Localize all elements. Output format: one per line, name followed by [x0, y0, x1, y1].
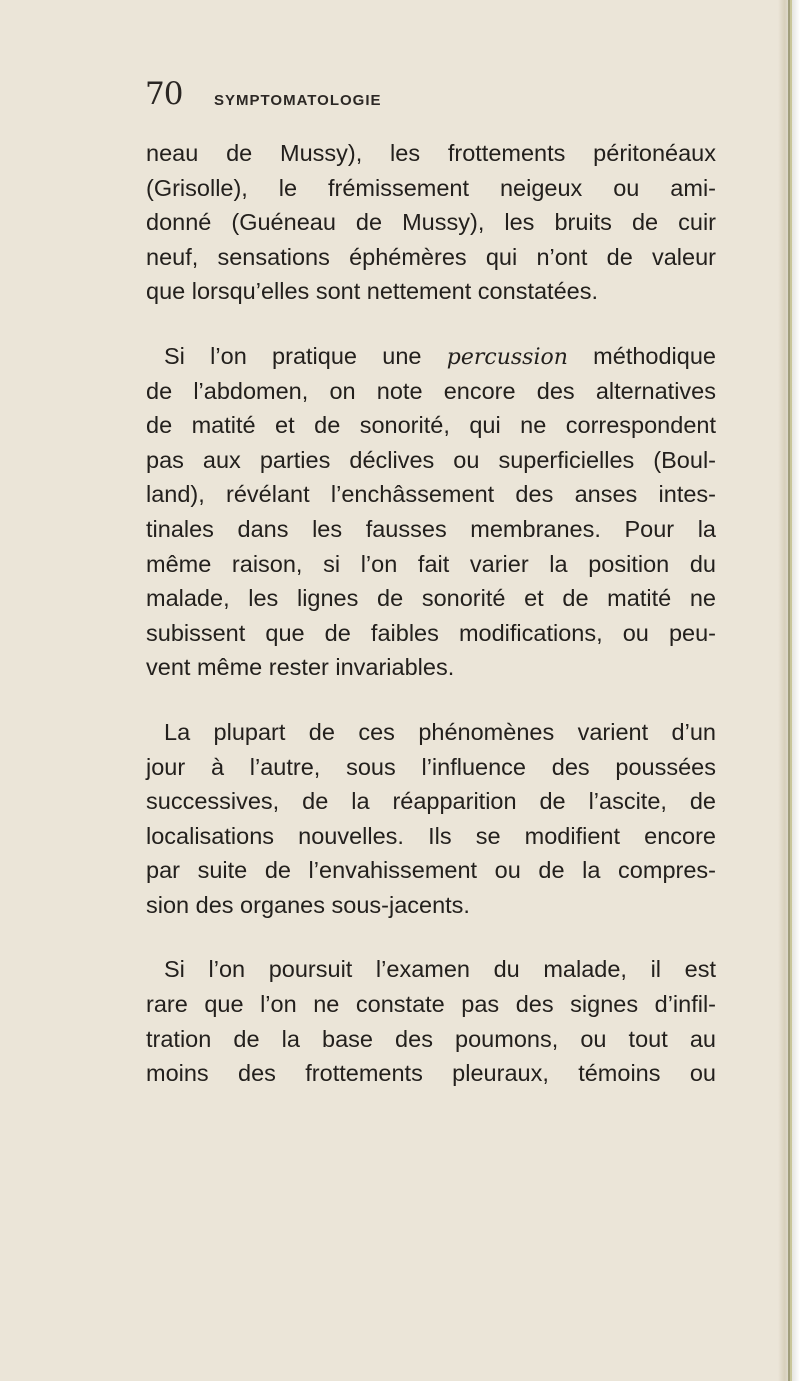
text-line: donné (Guéneau de Mussy), les bruits de cuir [146, 209, 716, 236]
text-line: même raison, si l’on fait varier la position du [146, 550, 716, 577]
text-line: vent même rester invariables. [146, 654, 455, 681]
emphasized-term: percussion [446, 344, 568, 370]
text-line: (Grisolle), le frémissement neigeux ou ami- [146, 174, 716, 201]
paragraph-3 [146, 715, 716, 923]
text-line: subissent que de faibles modifications, ou peu- [146, 619, 716, 646]
text-line: rare que l’on ne constate pas des signes d’infil- [146, 991, 716, 1018]
text-line: jour à l’autre, sous l’influence des poussées [146, 753, 716, 780]
paragraph-2 [146, 339, 716, 685]
text-fragment: méthodique [567, 342, 716, 369]
running-head: SYMPTOMATOLOGIE [214, 92, 382, 109]
text-line: land), révélant l’enchâssement des anses intes- [146, 481, 716, 508]
text-line: localisations nouvelles. Ils se modifient encore [146, 822, 716, 849]
page-edge-line-dark [788, 0, 790, 1381]
text-line [146, 339, 716, 374]
paragraph-1 [146, 136, 716, 309]
text-line: de l’abdomen, on note encore des alternatives [146, 377, 716, 404]
paragraph-4 [146, 952, 716, 1090]
text-line: pas aux parties déclives ou superficielles (Boul- [146, 446, 716, 473]
text-line: tinales dans les fausses membranes. Pour la [146, 515, 716, 542]
text-line: que lorsqu’elles sont nettement constatées. [146, 278, 598, 305]
text-line: Si l’on poursuit l’examen du malade, il est [164, 956, 716, 983]
text-line: neuf, sensations éphémères qui n’ont de valeur [146, 243, 716, 270]
body-text [146, 136, 716, 1121]
text-line: tration de la base des poumons, ou tout au [146, 1025, 716, 1052]
text-line: malade, les lignes de sonorité et de matité ne [146, 585, 716, 612]
text-line: de matité et de sonorité, qui ne correspondent [146, 412, 716, 439]
page-number: 70 [145, 76, 183, 112]
text-line: par suite de l’envahissement ou de la compres- [146, 857, 716, 884]
text-line: moins des frottements pleuraux, témoins ou [146, 1060, 716, 1087]
text-line: neau de Mussy), les frottements péritonéaux [146, 140, 716, 166]
text-line: sion des organes sous-jacents. [146, 891, 470, 918]
text-fragment: Si l’on pratique une [164, 342, 447, 369]
text-line: successives, de la réapparition de l’ascite, de [146, 788, 716, 815]
text-line: La plupart de ces phénomènes varient d’un [164, 718, 716, 745]
